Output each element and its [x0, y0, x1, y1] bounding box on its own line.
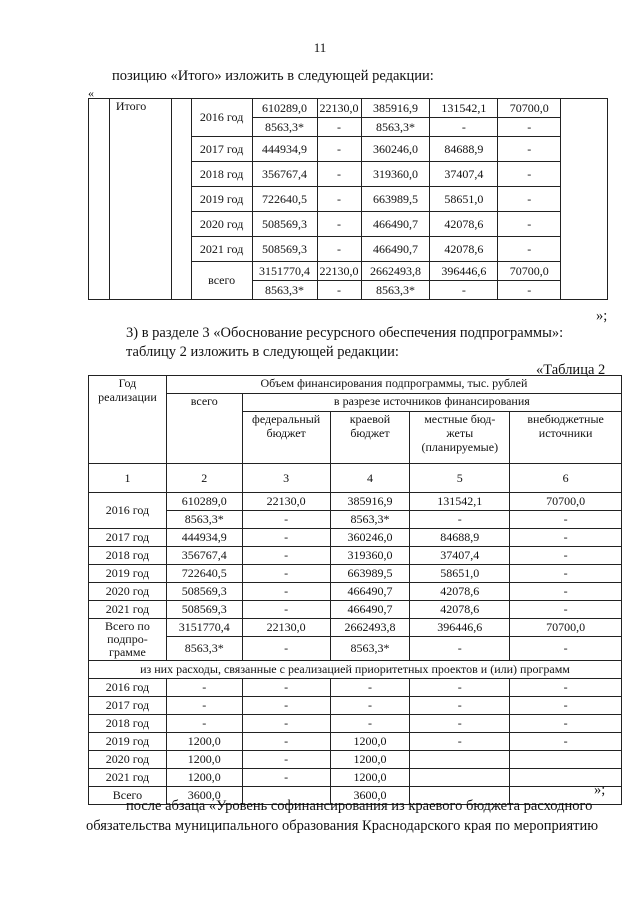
item3-line1: 3) в разделе 3 «Обоснование ресурсного обеспечения подпрограммы»:: [126, 325, 564, 341]
itogo-table: [88, 98, 608, 300]
value-cell: -: [410, 637, 510, 661]
year-cell: 2017 год: [89, 697, 167, 715]
value-cell: -: [498, 187, 561, 212]
value-cell: -: [242, 697, 330, 715]
header-year: Год реализации: [89, 376, 167, 464]
year-cell: 2017 год: [89, 529, 167, 547]
priority-row: [89, 769, 622, 787]
value-cell: [510, 751, 622, 769]
value-cell: 1200,0: [166, 733, 242, 751]
year-cell: Всего: [89, 787, 167, 805]
column-number: 1: [89, 464, 167, 493]
table-row: [89, 601, 622, 619]
priority-row: [89, 697, 622, 715]
intro-line: позицию «Итого» изложить в следующей редакции:: [112, 68, 434, 84]
value-cell: 84688,9: [430, 137, 498, 162]
total-row: [89, 637, 622, 661]
close-quote-2: »;: [594, 782, 606, 798]
value-cell: -: [510, 583, 622, 601]
year-cell: 2016 год: [89, 679, 167, 697]
value-cell: 508569,3: [166, 583, 242, 601]
value-cell: 42078,6: [410, 601, 510, 619]
value-cell: 22130,0: [317, 99, 361, 118]
year-cell: 2021 год: [89, 769, 167, 787]
value-cell: 8563,3*: [252, 281, 317, 300]
value-cell: -: [242, 529, 330, 547]
year-cell: 2020 год: [89, 583, 167, 601]
value-cell: -: [430, 281, 498, 300]
year-cell: 2016 год: [191, 99, 252, 137]
year-cell: 2018 год: [89, 715, 167, 733]
table-row: [89, 547, 622, 565]
column-numbers-row: [89, 464, 622, 493]
value-cell: 84688,9: [410, 529, 510, 547]
value-cell: -: [498, 212, 561, 237]
value-cell: 37407,4: [410, 547, 510, 565]
value-cell: 396446,6: [410, 619, 510, 637]
table-row: [89, 565, 622, 583]
header-volume: Объем финансирования подпрограммы, тыс. рублей: [166, 376, 621, 394]
priority-row: [89, 715, 622, 733]
value-cell: -: [498, 281, 561, 300]
value-cell: -: [242, 733, 330, 751]
value-cell: 360246,0: [361, 137, 430, 162]
value-cell: 70700,0: [510, 493, 622, 511]
value-cell: -: [242, 511, 330, 529]
value-cell: 8563,3*: [166, 637, 242, 661]
value-cell: -: [510, 697, 622, 715]
value-cell: 8563,3*: [361, 118, 430, 137]
value-cell: -: [330, 697, 410, 715]
value-cell: -: [410, 715, 510, 733]
value-cell: -: [317, 137, 361, 162]
value-cell: 466490,7: [361, 237, 430, 262]
year-cell: 2019 год: [191, 187, 252, 212]
value-cell: 42078,6: [430, 212, 498, 237]
priority-row: [89, 733, 622, 751]
blank-cell: [171, 99, 191, 300]
priority-row: [89, 679, 622, 697]
value-cell: 70700,0: [498, 262, 561, 281]
value-cell: 3600,0: [166, 787, 242, 805]
table-row: [89, 511, 622, 529]
header-sources: в разрезе источников финансирования: [242, 394, 621, 412]
year-cell: 2019 год: [89, 565, 167, 583]
header-total: всего: [166, 394, 242, 464]
value-cell: 58651,0: [430, 187, 498, 212]
year-cell: 2016 год: [89, 493, 167, 529]
value-cell: -: [498, 237, 561, 262]
total-row: [89, 619, 622, 637]
value-cell: 1200,0: [330, 751, 410, 769]
value-cell: 319360,0: [361, 162, 430, 187]
value-cell: 466490,7: [361, 212, 430, 237]
value-cell: -: [317, 118, 361, 137]
blank-cell: [561, 99, 608, 300]
value-cell: 22130,0: [242, 619, 330, 637]
priority-title-row: [89, 661, 622, 679]
value-cell: -: [410, 733, 510, 751]
value-cell: 58651,0: [410, 565, 510, 583]
year-cell: 2021 год: [191, 237, 252, 262]
value-cell: -: [410, 697, 510, 715]
value-cell: -: [242, 679, 330, 697]
year-cell: всего: [191, 262, 252, 300]
value-cell: 8563,3*: [361, 281, 430, 300]
value-cell: 396446,6: [430, 262, 498, 281]
value-cell: 508569,3: [252, 212, 317, 237]
year-cell: 2017 год: [191, 137, 252, 162]
table2-caption: «Таблица 2: [536, 362, 606, 378]
year-cell: 2019 год: [89, 733, 167, 751]
value-cell: 22130,0: [242, 493, 330, 511]
itogo-label: Итого: [109, 99, 171, 300]
value-cell: -: [317, 212, 361, 237]
value-cell: 1200,0: [166, 751, 242, 769]
value-cell: -: [510, 529, 622, 547]
value-cell: 42078,6: [430, 237, 498, 262]
header-row: [89, 394, 622, 412]
year-cell: 2018 год: [89, 547, 167, 565]
value-cell: 663989,5: [330, 565, 410, 583]
value-cell: 444934,9: [252, 137, 317, 162]
column-number: 3: [242, 464, 330, 493]
value-cell: -: [510, 511, 622, 529]
value-cell: -: [242, 565, 330, 583]
value-cell: 319360,0: [330, 547, 410, 565]
value-cell: 663989,5: [361, 187, 430, 212]
table-2: [88, 375, 622, 805]
header-row: [89, 376, 622, 394]
value-cell: 3151770,4: [166, 619, 242, 637]
header-local: местные бюд-жеты (планируемые): [410, 412, 510, 464]
value-cell: -: [498, 118, 561, 137]
value-cell: -: [242, 751, 330, 769]
value-cell: 722640,5: [166, 565, 242, 583]
value-cell: 610289,0: [166, 493, 242, 511]
value-cell: 1200,0: [330, 769, 410, 787]
close-quote-1: »;: [596, 308, 608, 324]
table-row: [89, 493, 622, 511]
value-cell: 356767,4: [252, 162, 317, 187]
value-cell: -: [510, 715, 622, 733]
value-cell: [410, 751, 510, 769]
value-cell: 356767,4: [166, 547, 242, 565]
value-cell: -: [242, 547, 330, 565]
value-cell: -: [510, 637, 622, 661]
value-cell: -: [317, 237, 361, 262]
total-label: Всего по подпро-грамме: [89, 619, 167, 661]
value-cell: 37407,4: [430, 162, 498, 187]
table-row: [89, 99, 608, 118]
value-cell: 466490,7: [330, 583, 410, 601]
value-cell: -: [242, 715, 330, 733]
value-cell: 70700,0: [510, 619, 622, 637]
value-cell: -: [510, 547, 622, 565]
bottom-line1: после абзаца «Уровень софинансирования из краевого бюджета расходного: [126, 798, 593, 814]
open-quote: «: [88, 86, 94, 100]
value-cell: 385916,9: [330, 493, 410, 511]
page-number: 11: [313, 40, 327, 55]
value-cell: -: [510, 601, 622, 619]
value-cell: 1200,0: [166, 769, 242, 787]
value-cell: -: [510, 679, 622, 697]
year-cell: 2020 год: [191, 212, 252, 237]
value-cell: -: [242, 637, 330, 661]
value-cell: 508569,3: [252, 237, 317, 262]
value-cell: 466490,7: [330, 601, 410, 619]
value-cell: 131542,1: [430, 99, 498, 118]
value-cell: 385916,9: [361, 99, 430, 118]
value-cell: 2662493,8: [330, 619, 410, 637]
value-cell: -: [410, 679, 510, 697]
value-cell: 444934,9: [166, 529, 242, 547]
value-cell: -: [166, 679, 242, 697]
value-cell: 70700,0: [498, 99, 561, 118]
value-cell: -: [166, 715, 242, 733]
value-cell: 1200,0: [330, 733, 410, 751]
value-cell: -: [317, 162, 361, 187]
item3-line2: таблицу 2 изложить в следующей редакции:: [126, 344, 399, 360]
year-cell: 2020 год: [89, 751, 167, 769]
value-cell: 3600,0: [330, 787, 410, 805]
value-cell: -: [242, 601, 330, 619]
value-cell: -: [317, 187, 361, 212]
value-cell: -: [430, 118, 498, 137]
priority-row: [89, 751, 622, 769]
value-cell: -: [410, 511, 510, 529]
value-cell: 42078,6: [410, 583, 510, 601]
year-cell: 2018 год: [191, 162, 252, 187]
value-cell: [410, 769, 510, 787]
value-cell: -: [510, 733, 622, 751]
value-cell: -: [242, 583, 330, 601]
value-cell: 722640,5: [252, 187, 317, 212]
year-cell: 2021 год: [89, 601, 167, 619]
value-cell: 8563,3*: [330, 637, 410, 661]
value-cell: -: [317, 281, 361, 300]
value-cell: 8563,3*: [252, 118, 317, 137]
value-cell: 22130,0: [317, 262, 361, 281]
column-number: 5: [410, 464, 510, 493]
value-cell: 8563,3*: [166, 511, 242, 529]
column-number: 2: [166, 464, 242, 493]
value-cell: -: [498, 162, 561, 187]
header-regional: краевой бюджет: [330, 412, 410, 464]
bottom-line2: обязательства муниципального образования Краснодарского края по мероприятию: [86, 818, 599, 834]
value-cell: 360246,0: [330, 529, 410, 547]
value-cell: -: [330, 679, 410, 697]
blank-cell: [89, 99, 110, 300]
priority-title: из них расходы, связанные с реализацией приоритетных проектов и (или) программ: [89, 661, 622, 679]
value-cell: 2662493,8: [361, 262, 430, 281]
value-cell: -: [166, 697, 242, 715]
value-cell: 508569,3: [166, 601, 242, 619]
table-row: [89, 529, 622, 547]
column-number: 6: [510, 464, 622, 493]
value-cell: 3151770,4: [252, 262, 317, 281]
value-cell: 8563,3*: [330, 511, 410, 529]
header-federal: федеральный бюджет: [242, 412, 330, 464]
value-cell: -: [242, 769, 330, 787]
column-number: 4: [330, 464, 410, 493]
table-row: [89, 583, 622, 601]
value-cell: 131542,1: [410, 493, 510, 511]
value-cell: 610289,0: [252, 99, 317, 118]
value-cell: -: [510, 565, 622, 583]
value-cell: -: [330, 715, 410, 733]
header-extra: внебюджетные источники: [510, 412, 622, 464]
value-cell: -: [498, 137, 561, 162]
